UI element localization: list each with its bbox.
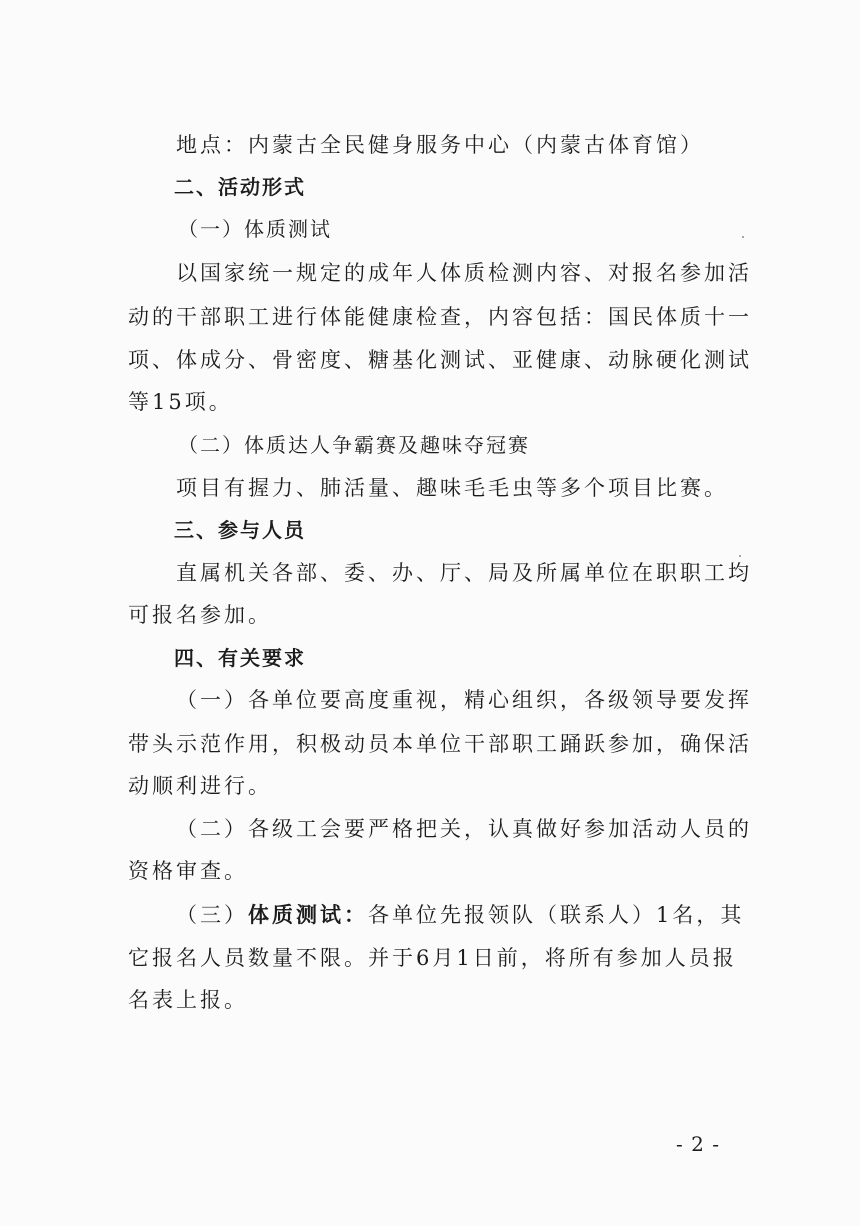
- subsection-title-2-1: （一）体质测试: [178, 217, 332, 241]
- location-line: 地点：内蒙古全民健身服务中心（内蒙古体育馆）: [176, 133, 704, 157]
- paragraph-line: 等15项。: [128, 390, 233, 414]
- paragraph-line: （二）各级工会要严格把关，认真做好参加活动人员的: [176, 817, 752, 841]
- paragraph-line: 直属机关各部、委、办、厅、局及所属单位在职职工均: [176, 561, 752, 585]
- paragraph-line: 名表上报。: [128, 988, 248, 1012]
- paragraph-line: （一）各单位要高度重视，精心组织，各级领导要发挥: [176, 688, 752, 712]
- paragraph-line: 它报名人员数量不限。并于6月1日前，将所有参加人员报: [128, 946, 737, 970]
- paragraph-line: 项、体成分、骨密度、糖基化测试、亚健康、动脉硬化测试: [128, 348, 752, 372]
- section-heading-3: 三、参与人员: [174, 518, 306, 542]
- section-heading-4: 四、有关要求: [174, 646, 306, 670]
- item-prefix: （三）: [176, 903, 248, 927]
- paragraph-line: 可报名参加。: [128, 603, 272, 627]
- subsection-title-2-2: （二）体质达人争霸赛及趣味夺冠赛: [178, 433, 530, 457]
- paragraph-line: 以国家统一规定的成年人体质检测内容、对报名参加活: [176, 261, 752, 285]
- section-heading-2: 二、活动形式: [174, 175, 306, 199]
- page-number: - 2 -: [676, 1132, 720, 1156]
- paragraph-line: 带头示范作用，积极动员本单位干部职工踊跃参加，确保活: [128, 732, 752, 756]
- paragraph-line: 项目有握力、肺活量、趣味毛毛虫等多个项目比赛。: [176, 476, 728, 500]
- paragraph-line: 动的干部职工进行体能健康检查，内容包括：国民体质十一: [128, 305, 752, 329]
- scan-speck: [742, 236, 744, 238]
- bold-label: 体质测试：: [248, 903, 368, 927]
- paragraph-line: [176, 900, 744, 930]
- paragraph-line: 动顺利进行。: [128, 774, 272, 798]
- item-text: 各单位先报领队（联系人）1名，其: [368, 903, 745, 927]
- paragraph-line: 资格审查。: [128, 859, 248, 883]
- scan-speck: [739, 555, 741, 557]
